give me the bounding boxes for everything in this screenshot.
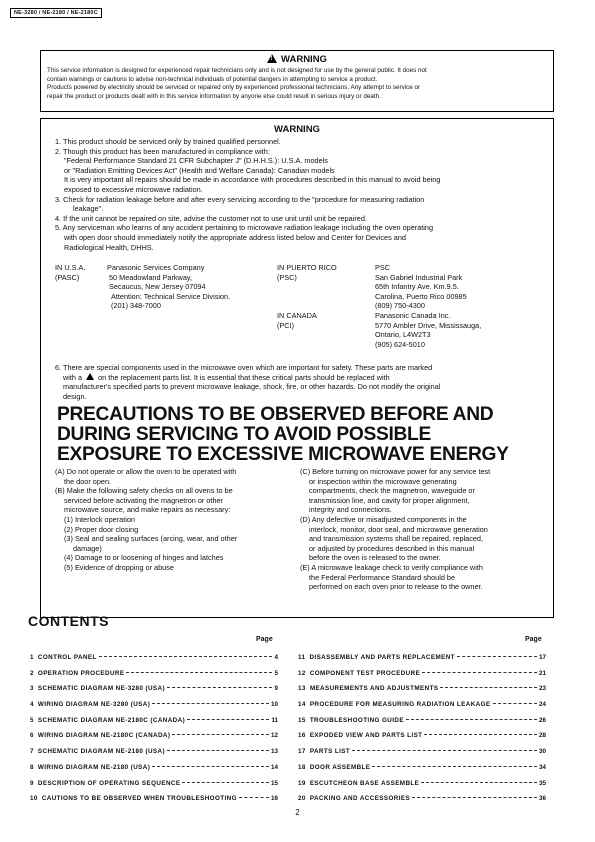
puerto-rico-address bbox=[375, 263, 467, 311]
leader-line bbox=[372, 766, 537, 767]
precaution-line: (B) Make the following safety checks on all ovens to be bbox=[55, 486, 233, 496]
contents-entry[interactable] bbox=[30, 701, 278, 717]
warning-triangle-icon bbox=[86, 373, 94, 380]
precaution-line: (D) Any defective or misadjusted components in the bbox=[300, 514, 467, 524]
warning-title-general bbox=[47, 54, 547, 65]
contents-entry-text: SCHEMATIC DIAGRAM NE-2180 (USA) bbox=[37, 748, 165, 756]
contents-entry-text: OPERATION PROCEDURE bbox=[37, 669, 125, 677]
contents-entry-text: EXPODED VIEW AND PARTS LIST bbox=[309, 732, 423, 740]
contents-entry-label bbox=[298, 732, 422, 739]
contents-entry-number: 16 bbox=[298, 732, 306, 740]
precaution-line: or adjusted by procedures described in this manual bbox=[309, 543, 475, 553]
contents-entry-number: 2 bbox=[30, 669, 34, 677]
canada-address bbox=[375, 311, 481, 349]
contents-entry-label bbox=[298, 654, 455, 661]
contents-entry-page: 35 bbox=[538, 779, 546, 787]
contents-title: CONTENTS bbox=[28, 613, 109, 629]
leader-line bbox=[239, 797, 269, 798]
contents-entry-label bbox=[30, 670, 124, 677]
pr-address-line: (809) 750-4300 bbox=[375, 301, 425, 311]
precaution-line: serviced before activating the magnetron or other bbox=[64, 495, 223, 505]
usa-address-line: Secaucus, New Jersey 07094 bbox=[109, 282, 206, 292]
leader-line bbox=[167, 687, 273, 688]
page-number: 2 bbox=[295, 808, 300, 817]
contents-list-left bbox=[30, 654, 278, 811]
leader-line bbox=[457, 656, 537, 657]
contents-entry[interactable] bbox=[30, 654, 278, 670]
warning-list-line: 2. Though this product has been manufactured in compliance with: bbox=[55, 146, 270, 156]
note-text: on the replacement parts list. It is essential that these critical parts should be replaced with bbox=[98, 372, 390, 382]
contents-entry-text: CAUTIONS TO BE OBSERVED WHEN TROUBLESHOOTING bbox=[41, 795, 237, 803]
precaution-line: and transmission systems shall be repaired, replaced, bbox=[309, 534, 483, 544]
leader-line bbox=[152, 766, 269, 767]
pr-label-line: (PSC) bbox=[277, 272, 297, 282]
pr-address-line: San Gabriel Industrial Park bbox=[375, 272, 463, 282]
warning-line: repair the product or products dealt with in this service information by anyone else could result in serious injury or death. bbox=[47, 92, 381, 100]
model-tag: NE-3280 / NE-2180 / NE-2180C bbox=[10, 8, 102, 18]
contents-entry-page: 12 bbox=[270, 732, 278, 740]
precaution-line: integrity and connections. bbox=[309, 505, 392, 515]
page-column-header: Page bbox=[525, 636, 542, 643]
contents-entry-text: COMPONENT TEST PROCEDURE bbox=[309, 669, 421, 677]
contents-entry-number: 20 bbox=[298, 795, 306, 803]
contents-entry-page: 11 bbox=[271, 716, 278, 724]
warning-list-line: 4. If the unit cannot be repaired on site, advise the customer not to use unit until unit be repaired. bbox=[55, 213, 367, 223]
warning-service-list bbox=[55, 137, 545, 252]
contents-entry-text: WIRING DIAGRAM NE-2180 (USA) bbox=[37, 763, 151, 771]
precaution-line: interlock, monitor, door seal, and microwave generation bbox=[309, 524, 488, 534]
usa-address-line: Panasonic Services Company bbox=[107, 263, 205, 272]
pr-address-line: 65th Infantry Ave. Km.9.5. bbox=[375, 282, 459, 292]
contents-entry-number: 11 bbox=[298, 654, 306, 661]
contents-entry-text: WIRING DIAGRAM NE-2180C (CANADA) bbox=[37, 732, 171, 740]
precaution-line: (2) Proper door closing bbox=[64, 524, 139, 534]
heading-line: DURING SERVICING TO AVOID POSSIBLE bbox=[57, 424, 431, 445]
note-line: manufacturer's specified parts to prevent microwave leakage, shock, fire, or other hazards. Do not modify the original bbox=[63, 382, 441, 392]
usa-address-line: (201) 348-7000 bbox=[111, 301, 161, 311]
contents-entry[interactable] bbox=[30, 670, 278, 686]
contents-entry-text: PACKING AND ACCESSORIES bbox=[309, 795, 411, 803]
contents-entry-page: 15 bbox=[270, 779, 278, 787]
leader-line bbox=[126, 672, 272, 673]
special-components-note bbox=[55, 363, 545, 401]
precautions-heading bbox=[57, 405, 547, 465]
pr-label-line: IN PUERTO RICO bbox=[277, 263, 337, 272]
leader-line bbox=[493, 703, 537, 704]
contents-entry-number: 10 bbox=[30, 795, 38, 803]
precaution-line: compartments, check the magnetron, waveguide or bbox=[309, 486, 475, 496]
contents-entry-number: 15 bbox=[298, 716, 306, 724]
pr-address-line: PSC bbox=[375, 263, 391, 272]
canada-label bbox=[277, 311, 317, 330]
warning-list-line: It is very important all repairs should be made in accordance with procedures described in this manual to avoid being bbox=[64, 175, 441, 185]
warning-line: This service information is designed for experienced repair technicians only and is not designed for use by the general public. It does not bbox=[47, 67, 427, 74]
precaution-line: (1) Interlock operation bbox=[64, 514, 135, 524]
contents-entry-page: 28 bbox=[538, 732, 546, 740]
warning-list-line: or "Radiation Emitting Devices Act" (Health and Welfare Canada): Canadian models bbox=[64, 165, 335, 175]
contents-entry-number: 1 bbox=[30, 654, 34, 661]
contents-entry-page: 36 bbox=[538, 795, 546, 803]
leader-line bbox=[152, 703, 269, 704]
leader-line bbox=[440, 687, 537, 688]
contents-entry-number: 3 bbox=[30, 685, 34, 693]
warning-title-service: WARNING bbox=[274, 124, 320, 135]
contents-entry-number: 5 bbox=[30, 716, 34, 724]
note-line: design. bbox=[63, 391, 87, 401]
contents-entry-page: 24 bbox=[538, 701, 546, 709]
puerto-rico-label bbox=[277, 263, 337, 282]
contents-entry-text: SCHEMATIC DIAGRAM NE-2180C (CANADA) bbox=[37, 716, 186, 724]
contents-entry[interactable] bbox=[298, 780, 546, 796]
warning-list-line: exposed to excessive microwave radiation. bbox=[64, 184, 203, 194]
contents-entry-page: 34 bbox=[538, 763, 546, 771]
precaution-line: the door open. bbox=[64, 476, 112, 486]
contents-entry-text: DISASSEMBLY AND PARTS REPLACEMENT bbox=[309, 654, 455, 661]
contents-entry-label bbox=[30, 654, 97, 661]
contents-entry-label bbox=[298, 717, 404, 724]
contents-entry-number: 4 bbox=[30, 701, 34, 709]
pr-address-line: Carolina, Puerto Rico 00985 bbox=[375, 291, 467, 301]
leader-line bbox=[412, 797, 537, 798]
contents-entry-label bbox=[298, 748, 350, 755]
warning-list-line: leakage". bbox=[73, 204, 104, 214]
contents-entry-text: CONTROL PANEL bbox=[37, 654, 97, 661]
contents-entry-label bbox=[30, 685, 165, 692]
leader-line bbox=[172, 734, 269, 735]
contents-entry[interactable] bbox=[30, 748, 278, 764]
contents-entry-label bbox=[30, 701, 150, 708]
contents-entry-page: 9 bbox=[274, 685, 278, 693]
contents-entry-label bbox=[298, 764, 370, 771]
contents-entry[interactable] bbox=[298, 717, 546, 733]
precaution-line: (E) A microwave leakage check to verify compliance with bbox=[300, 562, 483, 572]
precaution-line: (3) Seal and sealing surfaces (arcing, wear, and other bbox=[64, 534, 238, 544]
usa-address-line: 50 Meadowland Parkway, bbox=[109, 272, 193, 282]
contents-entry-text: DOOR ASSEMBLE bbox=[309, 763, 371, 771]
leader-line bbox=[422, 672, 537, 673]
contents-entry-text: DESCRIPTION OF OPERATING SEQUENCE bbox=[37, 779, 181, 787]
contents-entry-text: PROCEDURE FOR MEASURING RADIATION LEAKAGE bbox=[309, 701, 491, 709]
heading-line: EXPOSURE TO EXCESSIVE MICROWAVE ENERGY bbox=[57, 444, 509, 465]
ca-address-line: Panasonic Canada Inc. bbox=[375, 311, 451, 320]
ca-label-line: (PCI) bbox=[277, 320, 295, 330]
leader-line bbox=[187, 719, 269, 720]
warning-line: Products powered by electricity should be serviced or repaired only by experienced professional technicians. Any attempt to service or bbox=[47, 84, 421, 92]
contents-entry[interactable] bbox=[30, 780, 278, 796]
leader-line bbox=[182, 782, 269, 783]
contents-entry-page: 26 bbox=[538, 716, 546, 724]
contents-entry-number: 19 bbox=[298, 779, 306, 787]
warning-list-line: Radiological Health, DHHS. bbox=[64, 242, 154, 252]
ca-address-line: Ontario, L4W2T3 bbox=[375, 330, 431, 340]
contents-entry-label bbox=[298, 795, 410, 802]
contents-entry[interactable] bbox=[30, 685, 278, 701]
precaution-line: transmission line, and cavity for proper alignment, bbox=[309, 495, 470, 505]
contents-entry-label bbox=[30, 780, 180, 787]
contents-entry-label bbox=[298, 780, 419, 787]
contents-entry[interactable] bbox=[298, 685, 546, 701]
contents-entry-text: ESCUTCHEON BASE ASSEMBLE bbox=[309, 779, 420, 787]
contents-entry-number: 6 bbox=[30, 732, 34, 740]
contents-entry-page: 17 bbox=[538, 654, 546, 661]
warning-list-line: 1. This product should be serviced only by trained qualified personnel. bbox=[55, 137, 281, 146]
contents-entry-page: 30 bbox=[538, 748, 546, 756]
contents-entry-text: TROUBLESHOOTING GUIDE bbox=[309, 716, 404, 724]
page-column-header: Page bbox=[256, 636, 273, 643]
usa-address-line: Attention: Technical Service Division. bbox=[111, 291, 231, 301]
contents-entry[interactable] bbox=[298, 670, 546, 686]
contents-entry-text: MEASUREMENTS AND ADJUSTMENTS bbox=[309, 685, 439, 693]
warning-general-text bbox=[47, 67, 547, 101]
warning-list-line: with open door should immediately notify the appropriate address listed below and Center for Devices and bbox=[64, 232, 406, 242]
contents-entry-number: 14 bbox=[298, 701, 306, 709]
ca-address-line: (905) 624-5010 bbox=[375, 339, 425, 349]
contents-entry-page: 23 bbox=[538, 685, 546, 693]
contents-entry[interactable] bbox=[30, 717, 278, 733]
warning-line: contain warnings or cautions to advise non-technical individuals of potential dangers in attempting to service a product. bbox=[47, 75, 378, 83]
warning-list-line: 3. Check for radiation leakage before and after every servicing according to the "procedure for measuring radiation bbox=[55, 194, 425, 204]
ca-address-line: 5770 Ambler Drive, Mississauga, bbox=[375, 320, 482, 330]
ca-label-line: IN CANADA bbox=[277, 311, 317, 320]
contents-entry-label bbox=[30, 764, 150, 771]
contents-entry-number: 17 bbox=[298, 748, 306, 756]
contents-entry-number: 13 bbox=[298, 685, 306, 693]
contents-entry-page: 10 bbox=[270, 701, 278, 709]
contents-entry-number: 7 bbox=[30, 748, 34, 756]
contents-entry-label bbox=[298, 685, 438, 692]
precaution-line: performed on each oven prior to release to the owner. bbox=[309, 582, 483, 592]
precaution-line: (4) Damage to or loosening of hinges and latches bbox=[64, 553, 224, 563]
warning-list-line: 5. Any serviceman who learns of any accident pertaining to microwave radiation leakage including the oven operating bbox=[55, 223, 434, 233]
contents-entry-page: 16 bbox=[270, 795, 278, 803]
precautions-left-column bbox=[55, 467, 295, 573]
warning-title-text: WARNING bbox=[281, 54, 327, 65]
contents-entry-number: 8 bbox=[30, 763, 34, 771]
precaution-line: the Federal Performance Standard should be bbox=[309, 572, 456, 582]
leader-line bbox=[421, 782, 537, 783]
contents-entry-label bbox=[30, 748, 165, 755]
leader-line bbox=[352, 750, 537, 751]
leader-line bbox=[406, 719, 537, 720]
contents-entry[interactable] bbox=[298, 732, 546, 748]
precaution-line: (5) Evidence of dropping or abuse bbox=[64, 562, 174, 572]
contents-entry[interactable] bbox=[298, 748, 546, 764]
warning-triangle-icon bbox=[267, 54, 277, 63]
contents-entry-page: 14 bbox=[270, 763, 278, 771]
contents-entry[interactable] bbox=[298, 654, 546, 670]
precaution-line: (A) Do not operate or allow the oven to be operated with bbox=[55, 467, 237, 476]
contents-entry[interactable] bbox=[298, 764, 546, 780]
contents-entry-number: 9 bbox=[30, 779, 34, 787]
contents-entry-label bbox=[30, 732, 170, 739]
precaution-line: or inspection within the microwave generating bbox=[309, 476, 457, 486]
usa-label-line: IN U.S.A. bbox=[55, 263, 86, 272]
note-line: 6. There are special components used in the microwave oven which are important for safety. These parts are marked bbox=[55, 363, 433, 372]
precaution-line: damage) bbox=[73, 543, 102, 553]
leader-line bbox=[167, 750, 269, 751]
leader-line bbox=[99, 656, 273, 657]
precaution-line: microwave source, and make repairs as necessary: bbox=[64, 505, 231, 515]
warning-box-general bbox=[40, 50, 554, 112]
contents-entry-number: 12 bbox=[298, 669, 306, 677]
contents-entry[interactable] bbox=[30, 732, 278, 748]
contents-entry-number: 18 bbox=[298, 763, 306, 771]
contents-entry-text: WIRING DIAGRAM NE-3280 (USA) bbox=[37, 701, 151, 709]
contents-entry-text: SCHEMATIC DIAGRAM NE-3280 (USA) bbox=[37, 685, 165, 693]
contents-entry-label bbox=[298, 670, 420, 677]
contents-entry-page: 13 bbox=[270, 748, 278, 756]
leader-line bbox=[424, 734, 537, 735]
precaution-line: before the oven is released to the owner. bbox=[309, 553, 441, 563]
precautions-right-column bbox=[300, 467, 540, 592]
usa-address bbox=[107, 263, 230, 311]
contents-entry[interactable] bbox=[30, 764, 278, 780]
contents-entry-page: 5 bbox=[274, 669, 278, 677]
contents-entry-label bbox=[30, 795, 237, 802]
contents-entry[interactable] bbox=[298, 701, 546, 717]
contents-entry-page: 21 bbox=[538, 669, 546, 677]
contents-entry-page: 4 bbox=[274, 654, 278, 661]
precaution-line: (C) Before turning on microwave power for any service test bbox=[300, 467, 491, 476]
usa-label-line: (PASC) bbox=[55, 272, 80, 282]
contents-entry-label bbox=[298, 701, 491, 708]
warning-box-service bbox=[40, 118, 554, 618]
heading-line: PRECAUTIONS TO BE OBSERVED BEFORE AND bbox=[57, 404, 494, 425]
contents-entry-text: PARTS LIST bbox=[309, 748, 351, 756]
contents-entry-label bbox=[30, 717, 185, 724]
usa-label bbox=[55, 263, 85, 282]
warning-list-line: "Federal Performance Standard 21 CFR Subchapter J" (D.H.H.S.): U.S.A. models bbox=[64, 156, 328, 166]
note-text: with a bbox=[63, 372, 83, 382]
contents-list-right bbox=[298, 654, 546, 811]
note-line bbox=[55, 373, 545, 383]
